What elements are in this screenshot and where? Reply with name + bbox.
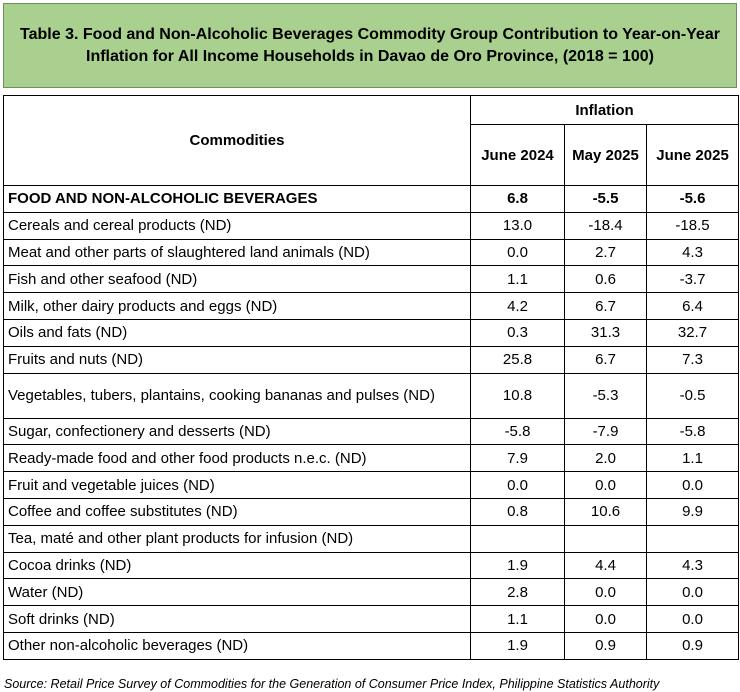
- inflation-value: 4.3: [647, 552, 739, 579]
- inflation-value: -5.5: [565, 186, 647, 213]
- inflation-value: 0.8: [471, 498, 565, 525]
- commodity-label: Sugar, confectionery and desserts (ND): [4, 418, 471, 445]
- period-header: June 2024: [471, 125, 565, 186]
- table-title-text: Table 3. Food and Non-Alcoholic Beverages Commodity Group Contribution to Year-on-Year Inflation for All Income Households in Davao de Oro Province, (2018 = 100): [20, 25, 720, 65]
- table-row: [4, 346, 739, 373]
- commodity-label: Coffee and coffee substitutes (ND): [4, 498, 471, 525]
- inflation-value: -0.5: [647, 373, 739, 418]
- commodities-header: Commodities: [4, 96, 471, 186]
- inflation-value: [471, 525, 565, 552]
- commodity-label: Ready-made food and other food products n.e.c. (ND): [4, 445, 471, 472]
- table-row: [4, 239, 739, 266]
- commodity-label: Water (ND): [4, 579, 471, 606]
- inflation-value: 9.9: [647, 498, 739, 525]
- inflation-table: [3, 95, 739, 660]
- table-row: [4, 373, 739, 418]
- source-note: Source: Retail Price Survey of Commodities for the Generation of Consumer Price Index, Philippine Statistics Authority: [4, 677, 660, 691]
- inflation-value: 2.0: [565, 445, 647, 472]
- commodity-label: Fruit and vegetable juices (ND): [4, 472, 471, 499]
- table-row: [4, 606, 739, 633]
- table-row: [4, 418, 739, 445]
- table-row: [4, 632, 739, 659]
- commodity-label: Tea, maté and other plant products for infusion (ND): [4, 525, 471, 552]
- inflation-header: Inflation: [471, 96, 739, 125]
- inflation-value: 6.8: [471, 186, 565, 213]
- inflation-value: 0.0: [565, 579, 647, 606]
- inflation-value: 7.9: [471, 445, 565, 472]
- inflation-value: 25.8: [471, 346, 565, 373]
- table-row: [4, 472, 739, 499]
- commodity-label: Oils and fats (ND): [4, 319, 471, 346]
- commodity-label: Milk, other dairy products and eggs (ND): [4, 293, 471, 320]
- table-row: [4, 445, 739, 472]
- inflation-value: 4.3: [647, 239, 739, 266]
- inflation-value: -18.5: [647, 212, 739, 239]
- inflation-value: 10.8: [471, 373, 565, 418]
- total-row: [4, 186, 739, 213]
- inflation-value: -18.4: [565, 212, 647, 239]
- inflation-value: 2.8: [471, 579, 565, 606]
- inflation-value: 13.0: [471, 212, 565, 239]
- table-row: [4, 212, 739, 239]
- table-row: [4, 498, 739, 525]
- inflation-value: 0.0: [471, 239, 565, 266]
- inflation-value: 2.7: [565, 239, 647, 266]
- inflation-value: 0.0: [647, 606, 739, 633]
- inflation-value: 0.6: [565, 266, 647, 293]
- table-row: [4, 579, 739, 606]
- inflation-value: 1.9: [471, 632, 565, 659]
- commodity-label: Soft drinks (ND): [4, 606, 471, 633]
- inflation-value: 4.2: [471, 293, 565, 320]
- inflation-value: 0.0: [647, 472, 739, 499]
- inflation-value: -5.8: [471, 418, 565, 445]
- commodity-label: Vegetables, tubers, plantains, cooking bananas and pulses (ND): [4, 373, 471, 418]
- inflation-value: 0.3: [471, 319, 565, 346]
- inflation-value: 1.1: [471, 606, 565, 633]
- inflation-value: 32.7: [647, 319, 739, 346]
- inflation-value: [565, 525, 647, 552]
- inflation-value: -7.9: [565, 418, 647, 445]
- inflation-value: -5.8: [647, 418, 739, 445]
- inflation-value: 6.7: [565, 293, 647, 320]
- period-header: May 2025: [565, 125, 647, 186]
- inflation-value: 10.6: [565, 498, 647, 525]
- inflation-value: 4.4: [565, 552, 647, 579]
- inflation-value: -5.6: [647, 186, 739, 213]
- inflation-value: 0.0: [565, 606, 647, 633]
- inflation-value: 0.9: [565, 632, 647, 659]
- inflation-value: 1.9: [471, 552, 565, 579]
- commodity-label: FOOD AND NON-ALCOHOLIC BEVERAGES: [4, 186, 471, 213]
- commodity-label: Fish and other seafood (ND): [4, 266, 471, 293]
- commodity-label: Cocoa drinks (ND): [4, 552, 471, 579]
- inflation-value: 6.7: [565, 346, 647, 373]
- inflation-value: 1.1: [647, 445, 739, 472]
- commodity-label: Other non-alcoholic beverages (ND): [4, 632, 471, 659]
- table-row: [4, 266, 739, 293]
- inflation-value: 0.0: [471, 472, 565, 499]
- inflation-value: 6.4: [647, 293, 739, 320]
- inflation-value: 1.1: [471, 266, 565, 293]
- inflation-value: 0.0: [647, 579, 739, 606]
- inflation-value: 31.3: [565, 319, 647, 346]
- commodity-label: Meat and other parts of slaughtered land animals (ND): [4, 239, 471, 266]
- inflation-value: 0.9: [647, 632, 739, 659]
- inflation-value: 7.3: [647, 346, 739, 373]
- commodity-label: Fruits and nuts (ND): [4, 346, 471, 373]
- table-row: [4, 319, 739, 346]
- table-row: [4, 293, 739, 320]
- table-title: [3, 3, 737, 88]
- commodity-label: Cereals and cereal products (ND): [4, 212, 471, 239]
- table-row: [4, 525, 739, 552]
- inflation-value: -3.7: [647, 266, 739, 293]
- period-header: June 2025: [647, 125, 739, 186]
- inflation-value: -5.3: [565, 373, 647, 418]
- inflation-value: [647, 525, 739, 552]
- table-row: [4, 552, 739, 579]
- inflation-value: 0.0: [565, 472, 647, 499]
